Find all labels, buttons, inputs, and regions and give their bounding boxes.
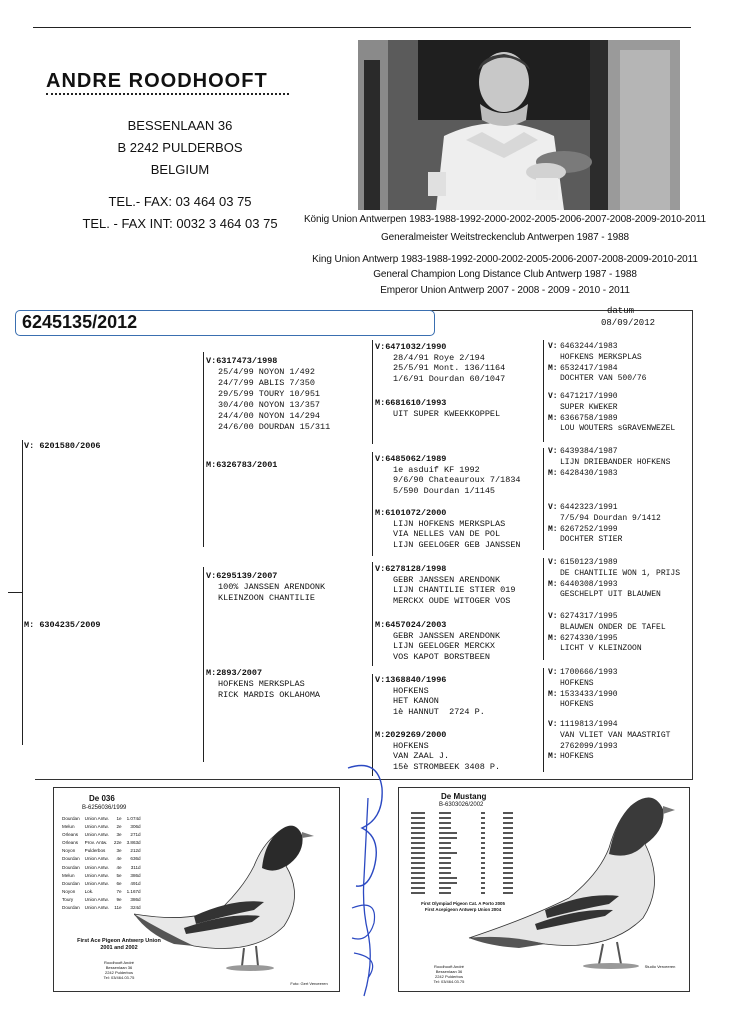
gen3-node-line: UIT SUPER KWEEKKOPPEL <box>393 408 501 419</box>
gen4-line-prefix: V: <box>548 612 558 621</box>
gen3-node-ring: 6485062/1989 <box>385 454 447 464</box>
gen4-line-text: 6274317/1995 <box>560 612 618 621</box>
datum-value: 08/09/2012 <box>601 318 656 328</box>
title-line-1: König Union Antwerpen 1983-1988-1992-2000-2002-2005-2006-2007-2008-2009-2010-2011 <box>303 214 707 225</box>
result-cell: Prov. Antw. <box>84 840 108 846</box>
pigeon-image-de-mustang <box>459 788 689 978</box>
result-row <box>62 905 144 911</box>
result-cell: Union Antw. <box>84 880 109 886</box>
card-right-owner-1: Roodhooft André <box>433 964 465 969</box>
gen4-line-text: 6471217/1990 <box>560 392 618 401</box>
gen2-node-ring: 6317473/1998 <box>216 356 278 366</box>
gen4-line-text: HOFKENS <box>560 752 594 762</box>
gen4-node-line <box>548 503 661 514</box>
gen4-line-text: 6463244/1983 <box>560 342 618 351</box>
gen4-line-text: 6366758/1989 <box>560 413 618 423</box>
result-cell: 1e <box>116 816 122 821</box>
result-row <box>62 897 144 903</box>
gen3-node <box>375 620 500 662</box>
datum-label: datum <box>607 306 635 316</box>
gen2-node-header <box>206 571 325 582</box>
gen3-node-line: LIJN CHANTILIE STIER 019 <box>393 585 516 595</box>
result-cell: Melun <box>62 872 75 878</box>
result-row <box>62 889 144 895</box>
gen4-node <box>548 668 618 711</box>
gen3-node-prefix: V: <box>375 342 386 352</box>
card-right-photo-credit: Studio Verceeren <box>644 964 676 969</box>
gen3-node-line: VOS KAPOT BORSTBEEN <box>393 651 490 662</box>
gen4-node-line <box>548 590 680 601</box>
card-right-owner-4: Tel: 03/464.03.75 <box>433 979 465 984</box>
result-cell: Union Antw. <box>84 856 109 862</box>
gen4-node <box>548 612 666 655</box>
pigeon-card-de-mustang <box>398 787 690 992</box>
gen4-line-text: SUPER KWEKER <box>560 402 618 412</box>
gen4-line-text: 6440308/1993 <box>560 579 618 589</box>
gen4-line-text: DOCHTER VAN 500/76 <box>560 374 647 384</box>
gen4-line-prefix: V: <box>548 447 558 456</box>
gen4-line-text: VAN VLIET VAN MAASTRIGT <box>560 730 671 740</box>
gen1-dam: M: 6304235/2009 <box>24 620 101 630</box>
gen3-node-line: LIJN HOFKENS MERKSPLAS <box>393 518 506 529</box>
gen3-node <box>375 454 521 496</box>
gen4-node <box>548 447 670 479</box>
gen4-node-line <box>548 612 666 623</box>
card-left-ring: B-6256036/1999 <box>82 805 127 811</box>
result-cell: Toury <box>62 896 74 902</box>
gen4-line-prefix: V: <box>548 392 558 401</box>
gen4-line-prefix: V: <box>548 668 558 677</box>
gen4-node-line <box>548 525 661 536</box>
gen4-node-line <box>548 447 670 458</box>
gen3-node-ring: 6101072/2000 <box>385 508 447 518</box>
result-cell: Dourdan <box>62 864 80 870</box>
gen3-node-header <box>375 675 485 686</box>
gen2-node-prefix: M: <box>206 460 217 470</box>
gen4-node-line <box>548 514 661 525</box>
card-left-owner-2: Bessenlaan 36 <box>105 965 133 970</box>
result-cell: 636d <box>130 856 141 862</box>
result-cell: 212d <box>130 848 141 854</box>
result-cell: Pulderbos <box>84 848 106 854</box>
result-cell: 311d <box>130 864 141 870</box>
gen4-node-line <box>548 742 670 753</box>
gen2-node <box>206 460 277 471</box>
gen3-node-line: GEBR JANSSEN ARENDONK <box>393 574 501 585</box>
gen3-node-line: GEBR JANSSEN ARENDONK <box>393 630 501 641</box>
gen3-node <box>375 564 515 606</box>
result-row <box>62 824 144 830</box>
gen3-node-line: HOFKENS <box>393 685 429 696</box>
gen3-node-line: HOFKENS <box>393 740 429 751</box>
result-cell: Dourdan <box>62 905 80 911</box>
result-cell: Union Antw. <box>84 824 109 830</box>
title-line-4: General Champion Long Distance Club Antwerp 1987 - 1988 <box>373 269 637 280</box>
gen4-node-line <box>548 634 666 645</box>
gen4-line-text: 6428430/1983 <box>560 468 618 478</box>
gen3-node-header <box>375 620 500 631</box>
result-cell: Dourdan <box>62 856 80 862</box>
gen2-node-line: 25/4/99 NOYON 1/492 <box>218 367 315 377</box>
result-row <box>62 881 144 887</box>
gen3-node-line: MERCKX OUDE WITOGER VOS <box>393 595 511 606</box>
gen2-node-prefix: V: <box>206 571 217 581</box>
gen4-line-text: 6274330/1995 <box>560 633 618 643</box>
gen3-node-header <box>375 342 505 353</box>
result-cell: 2e <box>116 824 122 830</box>
gen3-node <box>375 342 505 384</box>
result-row <box>62 856 144 862</box>
gen4-node-line <box>548 392 675 403</box>
result-cell: 3.863d <box>126 840 141 846</box>
gen3-node-prefix: V: <box>375 675 386 685</box>
gen4-node <box>548 342 646 385</box>
card-left-caption-1: First Ace Pigeon Antwerp Union <box>77 938 161 944</box>
gen4-node <box>548 720 670 763</box>
gen3-node-ring: 6681610/1993 <box>385 398 447 408</box>
gen2-node-line: 24/7/99 ABLIS 7/350 <box>218 378 315 388</box>
result-cell: Melun <box>62 824 75 830</box>
result-cell: Dourdan <box>62 880 80 886</box>
gen4-line-text: DOCHTER STIER <box>560 535 623 545</box>
result-cell: 1.167d <box>126 888 141 894</box>
gen2-node-line: RICK MARDIS OKLAHOMA <box>218 690 321 700</box>
result-cell: 5e <box>116 872 122 878</box>
gen4-node-line <box>548 731 670 742</box>
gen4-line-text: HOFKENS MERKSPLAS <box>560 352 642 362</box>
result-cell: 491d <box>130 880 141 886</box>
gen4-node-line <box>548 679 618 690</box>
result-cell: Union Antw. <box>84 905 109 911</box>
pigeon-card-de-036 <box>53 787 340 992</box>
gen2-node-line: KLEINZOON CHANTILIE <box>218 593 315 603</box>
gen3-node-ring: 6457024/2003 <box>385 620 447 630</box>
gen3-node-prefix: M: <box>375 730 386 740</box>
result-cell: Union Antw. <box>84 816 109 821</box>
card-right-owner-3: 2242 Pulderbos <box>434 974 464 979</box>
result-row <box>62 873 144 879</box>
result-row <box>62 840 144 846</box>
gen4-node-line <box>548 752 670 763</box>
gen4-node-line <box>548 458 670 469</box>
result-cell: 4e <box>116 856 122 862</box>
card-left-results <box>60 814 146 913</box>
gen3-node-line: 9/6/90 Chateauroux 7/1834 <box>393 475 521 485</box>
gen4-node <box>548 558 680 601</box>
result-cell: Union Antw. <box>84 832 109 838</box>
gen2-node-line: 29/5/99 TOURY 10/951 <box>218 389 321 399</box>
gen4-node-line <box>548 469 670 480</box>
result-cell: 7e <box>116 888 122 894</box>
result-cell: 6e <box>116 880 122 886</box>
gen4-node-line <box>548 644 666 655</box>
breeder-street: BESSENLAAN 36 <box>127 118 233 133</box>
gen1-sire: V: 6201580/2006 <box>24 441 101 451</box>
gen3-node-header <box>375 730 500 741</box>
gen4-line-text: HOFKENS <box>560 700 594 710</box>
header-rule <box>33 27 691 28</box>
breeder-name: ANDRE ROODHOOFT <box>46 70 268 92</box>
result-cell: 306d <box>130 824 141 830</box>
card-left-owner-1: Roodhooft André <box>103 960 135 965</box>
gen4-node-line <box>548 535 661 546</box>
gen4-line-prefix: M: <box>548 579 558 589</box>
name-underline <box>46 93 289 95</box>
result-cell: 386d <box>130 896 141 902</box>
result-row <box>62 832 144 838</box>
card-left-owner-3: 2242 Pulderbos <box>104 970 134 975</box>
gen3-node-line: VAN ZAAL J. <box>393 751 450 761</box>
gen4-node-line <box>548 353 646 364</box>
gen4-node-line <box>548 374 646 385</box>
gen3-node-header <box>375 398 500 409</box>
gen4-line-prefix: V: <box>548 342 558 351</box>
result-cell: 3e <box>116 832 122 838</box>
gen3-node-line: LIJN GEELOGER MERCKX <box>393 641 496 651</box>
result-cell: Dourdan <box>62 816 80 821</box>
gen3-node <box>375 675 485 717</box>
gen2-node-ring: 2893/2007 <box>216 668 263 678</box>
gen3-node-line: VIA NELLES VAN DE POL <box>393 529 501 539</box>
result-cell: Union Antw. <box>84 896 109 902</box>
result-cell: Union Antw. <box>84 864 109 870</box>
gen3-node-line: HET KANON <box>393 696 439 706</box>
gen2-node-header <box>206 460 277 471</box>
gen2-node-line: 30/4/00 NOYON 13/357 <box>218 400 321 410</box>
gen3-node-header <box>375 508 521 519</box>
gen4-node-line <box>548 623 666 634</box>
gen4-line-prefix: M: <box>548 633 558 643</box>
gen4-node-line <box>548 580 680 591</box>
gen2-node-ring: 6326783/2001 <box>216 460 278 470</box>
gen2-node <box>206 571 325 604</box>
gen4-node-line <box>548 720 670 731</box>
gen4-line-prefix: M: <box>548 524 558 534</box>
gen4-node-line <box>548 364 646 375</box>
gen2-node-line: HOFKENS MERKSPLAS <box>218 679 305 689</box>
gen3-node <box>375 508 521 550</box>
signature-image <box>338 758 398 1003</box>
gen3-node-prefix: M: <box>375 620 386 630</box>
gen4-line-text: DE CHANTILIE WON 1, PRIJS <box>560 568 681 578</box>
gen4-line-text: 7/5/94 Dourdan 9/1412 <box>560 513 661 523</box>
card-right-owner-2: Bessenlaan 36 <box>435 969 463 974</box>
result-cell: Noyon <box>62 848 76 854</box>
card-right-caption-2: First Acepigeon Antwerp Union 2004 <box>424 907 502 912</box>
gen4-node-line <box>548 569 680 580</box>
gen4-node-line <box>548 558 680 569</box>
result-row <box>62 848 144 854</box>
title-line-2: Generalmeister Weitstreckenclub Antwerpen 1987 - 1988 <box>381 232 629 243</box>
gen3-node-prefix: M: <box>375 398 386 408</box>
breeder-tel-fax-int: TEL. - FAX INT: 0032 3 464 03 75 <box>82 216 278 231</box>
gen4-line-prefix: M: <box>548 413 558 423</box>
card-right-ring: B-6303026/2002 <box>439 802 484 808</box>
gen2-node-line: 24/6/00 DOURDAN 15/311 <box>218 422 331 432</box>
card-right-name: De Mustang <box>441 792 487 801</box>
gen4-node <box>548 503 661 546</box>
gen4-node-line <box>548 414 675 425</box>
gen4-line-text: 6150123/1989 <box>560 558 618 567</box>
gen4-node <box>548 392 675 435</box>
breeder-country: BELGIUM <box>150 162 210 177</box>
gen4-line-prefix: M: <box>548 363 558 373</box>
gen4-line-text: BLAUWEN ONDER DE TAFEL <box>560 622 666 632</box>
result-cell: 22e <box>113 840 122 846</box>
card-left-name: De 036 <box>89 794 115 803</box>
gen3-node-header <box>375 564 515 575</box>
gen3-node-ring: 2029269/2000 <box>385 730 447 740</box>
result-cell: Lok. <box>84 888 94 894</box>
result-cell: Orleans <box>62 840 79 846</box>
gen3-node-ring: 6471032/1990 <box>385 342 447 352</box>
gen2-node-header <box>206 356 330 367</box>
gen3-node-line: 1/6/91 Dourdan 60/1047 <box>393 373 506 384</box>
gen4-line-prefix: V: <box>548 558 558 567</box>
gen3-node-prefix: M: <box>375 508 386 518</box>
gen4-node-line <box>548 668 618 679</box>
gen3-node-ring: 6278128/1998 <box>385 564 447 574</box>
card-left-owner-4: Tel: 03/464.03.75 <box>103 975 135 980</box>
gen3-node-ring: 1368840/1996 <box>385 675 447 685</box>
gen4-line-text: LICHT V KLEINZOON <box>560 644 642 654</box>
gen4-line-text: LIJN DRIEBANDER HOFKENS <box>560 457 671 467</box>
card-left-photo-credit: Foto: Gert Verceeren <box>290 981 328 986</box>
gen4-node-line <box>548 342 646 353</box>
gen2-node-prefix: M: <box>206 668 217 678</box>
ring-number: 6245135/2012 <box>22 312 138 332</box>
gen3-node-line: LIJN GEELOGER GEB JANSSEN <box>393 539 521 550</box>
result-cell: Union Antw. <box>84 872 109 878</box>
gen4-line-text: 1119813/1994 <box>560 720 618 729</box>
result-cell: 324d <box>130 905 141 911</box>
gen3-node-line: 1è HANNUT 2724 P. <box>393 706 485 717</box>
result-cell: 386d <box>130 872 141 878</box>
gen2-node-header <box>206 668 320 679</box>
gen3-node <box>375 398 500 419</box>
result-cell: 271d <box>130 832 141 838</box>
gen3-node-header <box>375 454 521 465</box>
breeder-city: B 2242 PULDERBOS <box>117 140 243 155</box>
gen2-node-ring: 6295139/2007 <box>216 571 278 581</box>
gen4-line-text: GESCHELPT UIT BLAUWEN <box>560 590 661 600</box>
gen4-node-line <box>548 690 618 701</box>
result-cell: 11e <box>114 905 122 911</box>
gen4-line-text: 1700666/1993 <box>560 668 618 677</box>
result-cell: 1.074d <box>126 816 141 821</box>
gen3-node-line: 28/4/91 Roye 2/194 <box>393 352 485 363</box>
gen4-line-prefix: M: <box>548 689 558 699</box>
gen4-node-line <box>548 700 618 711</box>
gen3-node-line: 15è STROMBEEK 3408 P. <box>393 761 501 772</box>
card-left-caption-2: 2001 and 2002 <box>100 945 138 951</box>
gen4-line-prefix: V: <box>548 720 558 729</box>
result-row <box>62 816 144 822</box>
result-cell: Orleans <box>62 832 79 838</box>
gen3-node-prefix: V: <box>375 454 386 464</box>
breeder-tel-fax: TEL.- FAX: 03 464 03 75 <box>108 194 252 209</box>
result-cell: 3e <box>116 848 122 854</box>
result-cell: Noyon <box>62 888 76 894</box>
gen4-line-text: 6439384/1987 <box>560 447 618 456</box>
result-cell: 9e <box>116 896 122 902</box>
gen4-line-prefix: M: <box>548 752 558 762</box>
gen4-line-text: HOFKENS <box>560 678 594 688</box>
result-cell: 4e <box>116 864 122 870</box>
card-right-caption-1: First Olympiad Pigeon Cat. A Porto 2005 <box>421 901 505 906</box>
title-line-3: King Union Antwerp 1983-1988-1992-2000-2002-2005-2006-2007-2008-2009-2010-2011 <box>312 254 698 265</box>
gen2-node-line: 24/4/00 NOYON 14/294 <box>218 411 321 421</box>
gen4-line-text: LOU WOUTERS sGRAVENWEZEL <box>560 424 676 434</box>
gen4-line-text: 6532417/1984 <box>560 363 618 373</box>
gen4-line-text: 6442323/1991 <box>560 503 618 512</box>
gen4-line-text: 6267252/1999 <box>560 524 618 534</box>
gen2-node <box>206 356 330 433</box>
title-line-5: Emperor Union Antwerp 2007 - 2008 - 2009 - 2010 - 2011 <box>380 285 630 296</box>
gen3-node-line: 1e asduif KF 1992 <box>393 464 480 475</box>
gen2-node-line: 100% JANSSEN ARENDONK <box>218 582 326 592</box>
result-row <box>62 865 144 871</box>
breeder-photo <box>358 40 680 210</box>
gen4-line-text: 2762099/1993 <box>560 741 618 751</box>
gen2-node <box>206 668 320 701</box>
gen3-node-line: 25/5/91 Mont. 136/1164 <box>393 363 506 373</box>
gen4-line-prefix: V: <box>548 503 558 512</box>
gen3-node-prefix: V: <box>375 564 386 574</box>
gen2-node-prefix: V: <box>206 356 217 366</box>
gen4-node-line <box>548 403 675 414</box>
gen3-node-line: 5/590 Dourdan 1/1145 <box>393 485 496 496</box>
gen4-node-line <box>548 424 675 435</box>
gen4-line-text: 1533433/1990 <box>560 689 618 699</box>
gen4-line-prefix: M: <box>548 468 558 478</box>
